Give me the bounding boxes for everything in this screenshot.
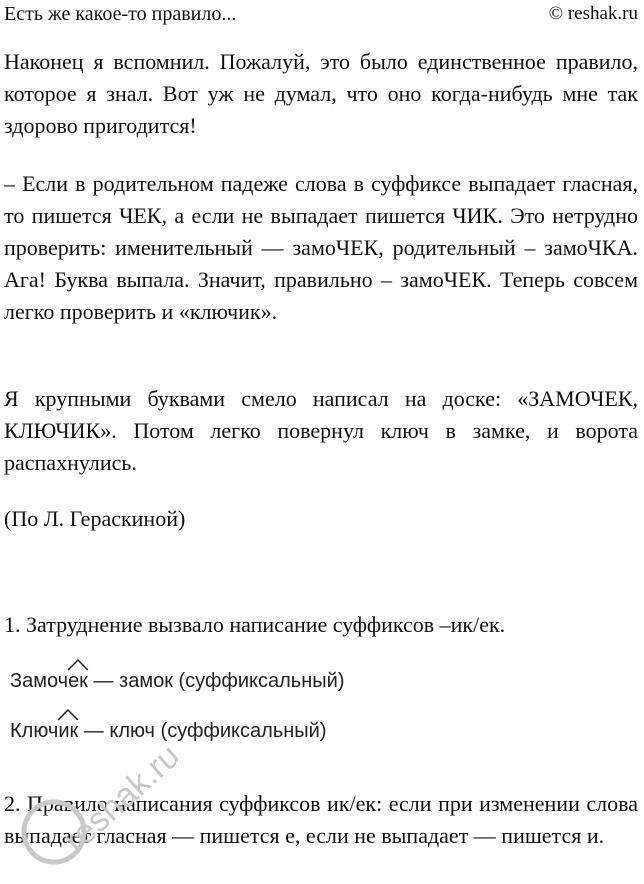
suffix-marked [58, 718, 78, 744]
example-stem: Замоч [10, 670, 69, 692]
suffix-marked [68, 668, 88, 694]
watermark-text: reshak.ru [56, 736, 178, 861]
paragraph-3: Я крупными буквами смело написал на доске: «ЗАМОЧЕК, КЛЮЧИК». Потом легко повернул ключ в замке, и ворота распахнулись. [4, 386, 638, 475]
suffix-arc-icon [67, 659, 89, 671]
example-stem: Ключ [10, 720, 59, 742]
example-suffix: ек [68, 670, 88, 692]
source-citation: (По Л. Гераскиной) [4, 506, 186, 531]
example-word-1 [10, 668, 344, 694]
answer-1: 1. Затруднение вызвало написание суффиксов –ик/ек. [4, 612, 506, 637]
copyright-text: © reshak.ru [548, 3, 638, 24]
example-suffix: ик [58, 720, 79, 742]
example-word-2 [10, 718, 327, 744]
example-rest: — замок (суффиксальный) [87, 670, 345, 692]
suffix-arc-icon [57, 709, 79, 721]
top-text: Есть же какое-то правило... [4, 3, 237, 25]
paragraph-1: Наконец я вспомнил. Пожалуй, это было единственное правило, которое я знал. Вот уж не думал, что оно когда-нибудь мне так здорово пригодится! [4, 49, 638, 138]
example-rest: — ключ (суффиксальный) [78, 720, 327, 742]
answer-2: 2. Правило написания суффиксов ик/ек: если при изменении слова выпадает гласная — пишется е, если не выпадает — пишется и. [4, 791, 638, 848]
paragraph-2: – Если в родительном падеже слова в суффиксе выпадает гласная, то пишется ЧЕК, а если не выпадает пишется ЧИК. Это нетрудно проверить: именительный — замоЧЕК, родительный – замоЧКА. Ага! Буква выпала. Значит, правильно – замоЧЕК. Теперь совсем легко проверить и «ключик». [4, 171, 638, 324]
